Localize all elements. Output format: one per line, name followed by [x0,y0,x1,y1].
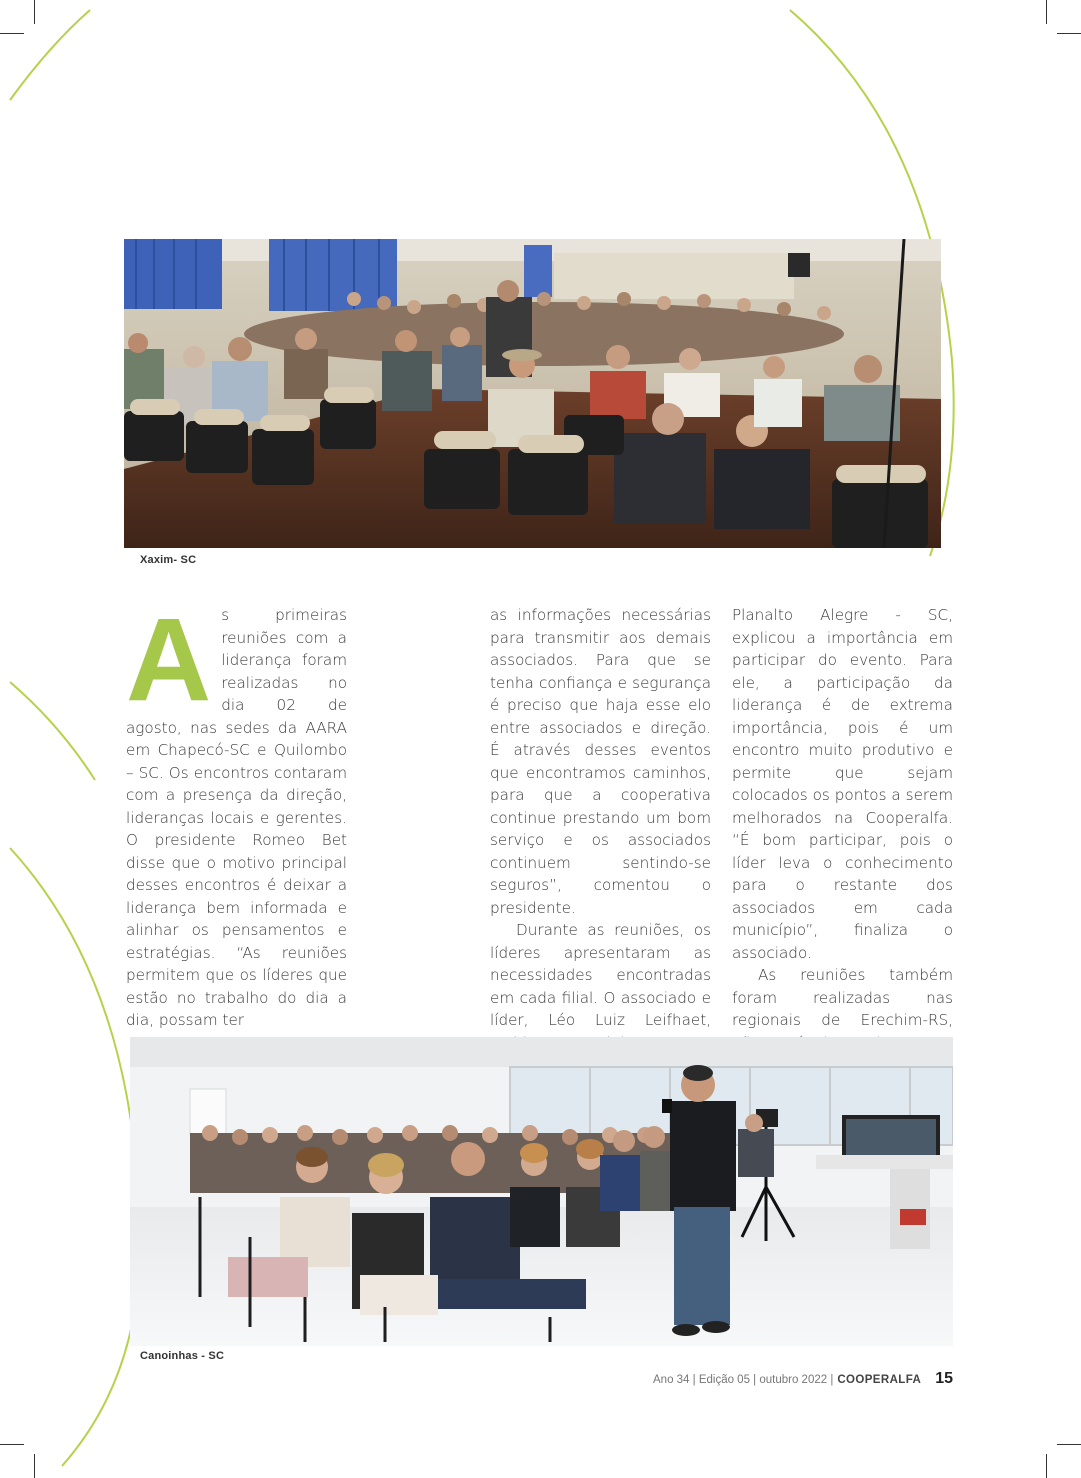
photo-caption: Xaxim- SC [140,554,197,566]
paragraph: Durante as reuniões, os líderes apresentaram as necessidades encontradas em cada filial. O associado e líder, Léo Luiz Leifhaet, [490,921,711,1029]
page-footer [653,1370,953,1388]
photo-xaxim-meeting [124,239,941,548]
page-number: 15 [935,1370,953,1387]
article-column-2 [490,604,711,1077]
photo-canoinhas-meeting [130,1037,953,1346]
paragraph: s primeiras reuniões com a liderança foram realizadas no dia 02 de agosto, nas sedes da AARA em Chapecó-SC e Quilombo – SC. Os encontros contaram com a presença da direção, lideranças locais e gerentes. O presidente Romeo Bet disse que o motivo principal desses encontros é deixar a liderança bem informada e alinhar os pensamentos e estratégias. “As reuniões permitem que os líderes que estão no trabalho do dia a dia, possam ter [126,606,347,1029]
issue-info: Ano 34 | Edição 05 | outubro 2022 | [653,1374,834,1386]
article-column-1 [126,594,347,1032]
photo-caption: Canoinhas - SC [140,1350,225,1362]
brand-name: COOPERALFA [837,1374,922,1386]
article-column-3 [732,604,953,1077]
paragraph: As reuniões também foram realizadas nas regionais de Erechim-RS, [732,966,953,1029]
drop-cap: A [126,594,212,726]
paragraph: as informações necessárias para transmitir aos demais associados. Para que se tenha confiança e segurança é preciso que haja esse elo entre associados e direção. É através desses eventos que encontramos caminhos, para que a cooperativa continue prestando um bom serviço e os associados continuem sentindo-se seguros”, comentou o presidente. [490,606,711,917]
paragraph: Planalto Alegre - SC, explicou a importância em participar do evento. Para ele, a participação da liderança é de extrema importância, pois é um encontro muito produtivo e permite que sejam colocados os pontos a serem melhorados na Cooperalfa. “É bom participar, pois o líder leva o conhecimento para o restante dos associados em cada município”, finaliza o associado. [732,606,953,962]
